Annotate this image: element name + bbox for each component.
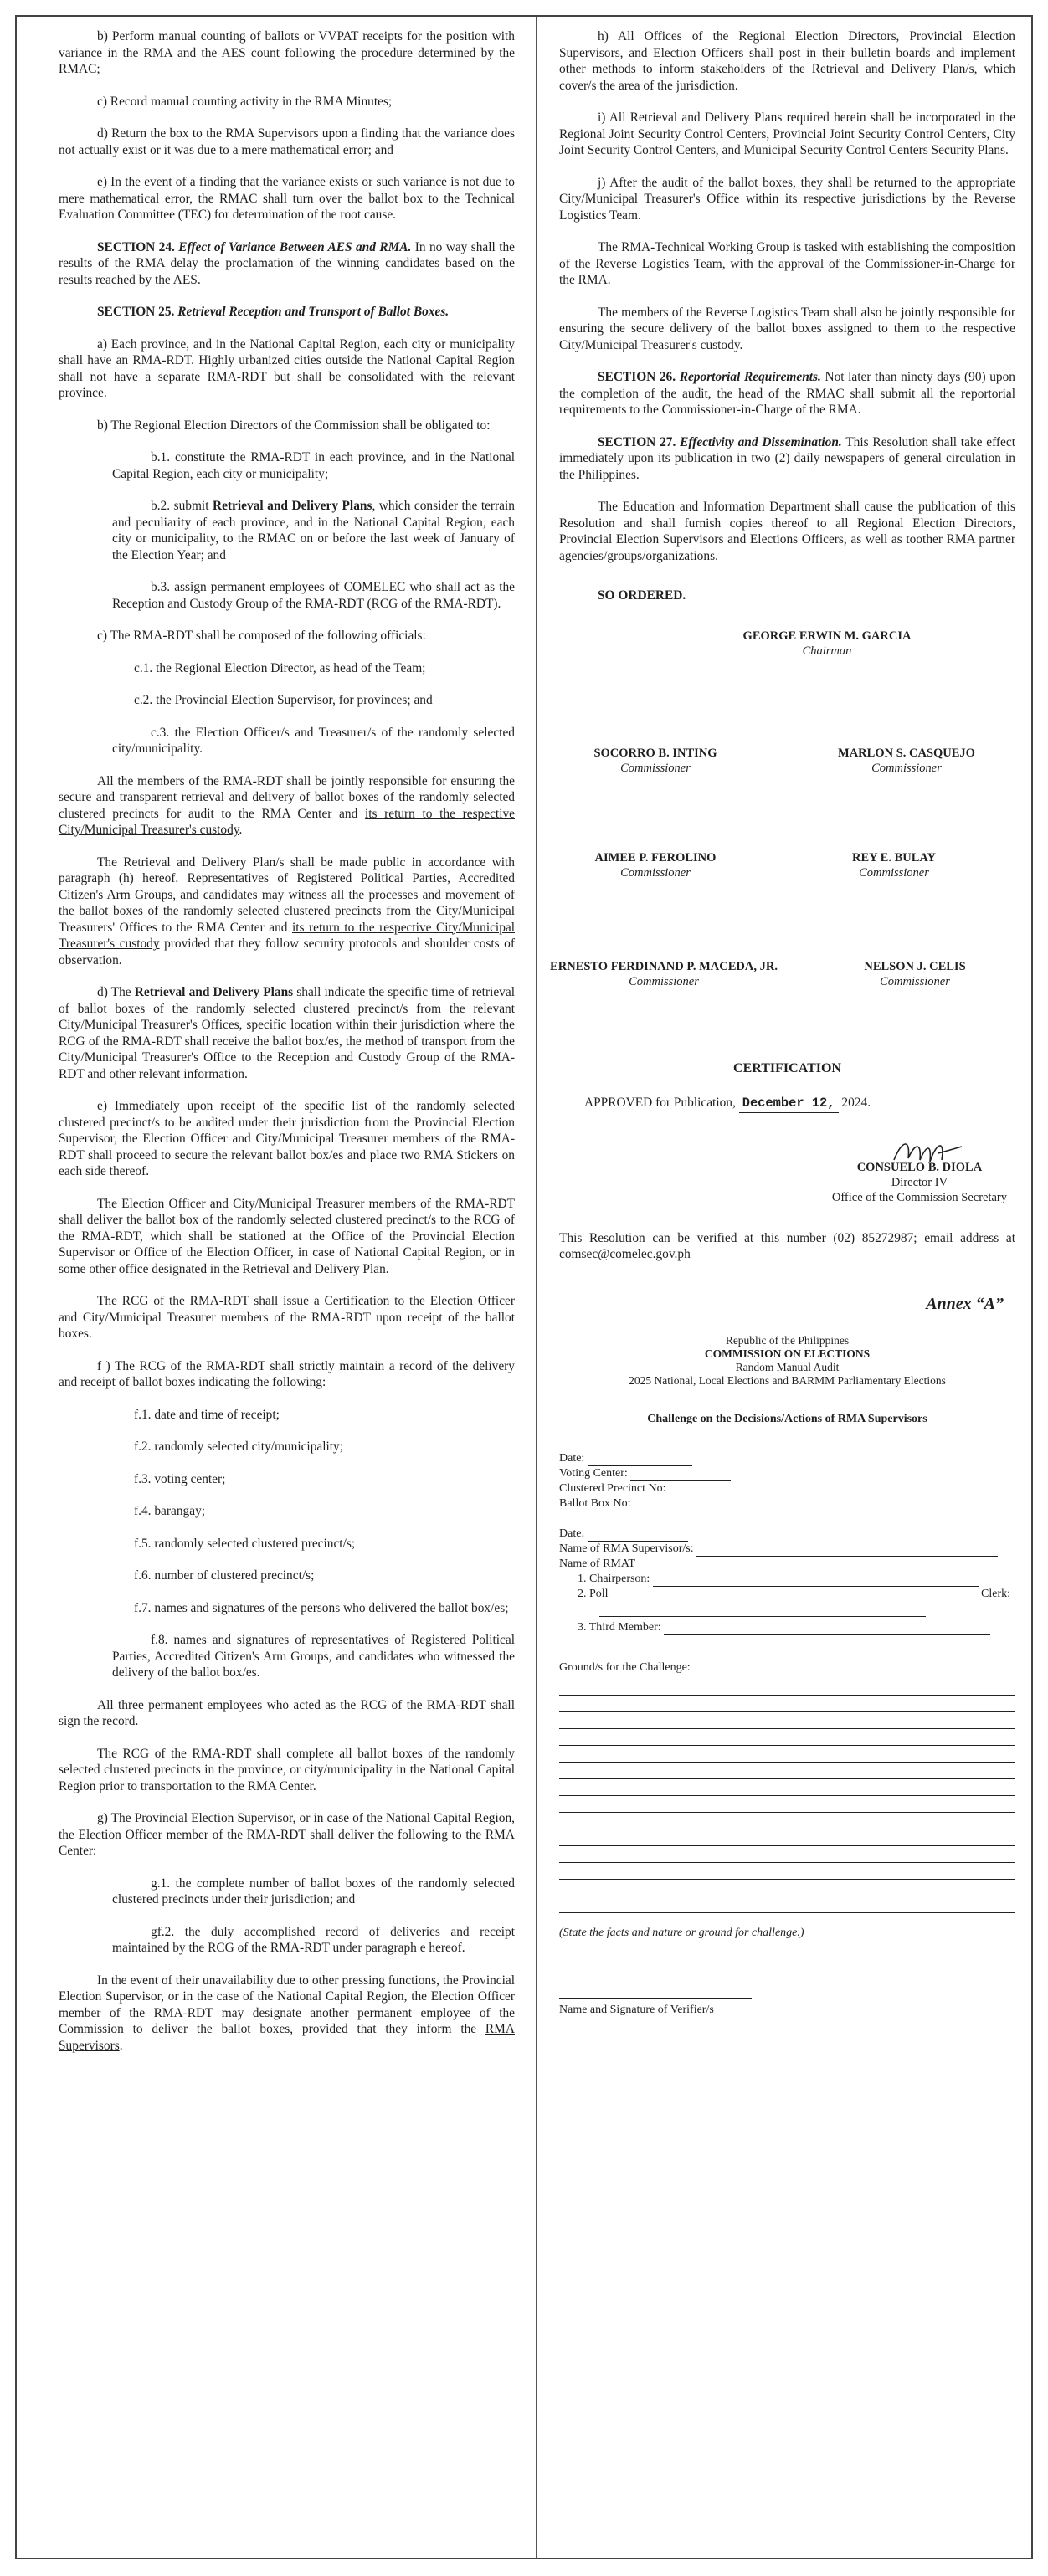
right-column [550,28,1015,2019]
comelec-line: COMMISSION ON ELECTIONS [704,1347,871,1360]
approved-line [559,1095,1015,1113]
item-b1: b.1. constitute the RMA-RDT in each province, and in the National Capital Region, each city or municipality; [112,450,515,481]
item-f8: f.8. names and signatures of representatives of Registered Political Parties, Accredited Citizen's Arm Groups, and candidates who witnessed the delivery of the ballot box/es. [112,1633,515,1680]
section-27-text: This Resolution shall take effect immediately upon its publication in two (2) daily newspapers of general circulation in the Philippines. [559,434,1015,482]
para-twg: The RMA-Technical Working Group is tasked with establishing the composition of the Reverse Logistics Team, with the approval of the Commissioner-in-Charge for the RMA. [559,240,1015,287]
field-third-member-line[interactable] [664,1623,990,1635]
signatory-title: Commissioner [620,761,691,775]
item-f6: f.6. number of clustered precinct/s; [134,1568,315,1583]
grounds-line[interactable] [559,1746,1015,1763]
field-rma-supervisor-label: Name of RMA Supervisor/s: [559,1542,694,1555]
approved-date: December 12, [739,1096,839,1113]
verifier-block [559,1986,1015,2019]
section-24 [59,239,515,289]
para-25a: a) Each province, and in the National Capital Region, each city or municipality shall have an RMA-RDT. Highly urbanized cities outside the National Capital Region shall not have a separate RMA-RDT but shall be consolidated with the relevant province. [59,336,515,400]
field-chairperson-label: 1. Chairperson: [578,1572,650,1585]
para-h: h) All Offices of the Regional Election Directors, Provincial Election Supervisors, and Election Officers shall post in their bulletin boards and implement other methods to inform stakeholders of the Retrieval and Delivery Plan/s, which cover/s the area of the jurisdiction. [559,29,1015,93]
form-header [559,1334,1015,1388]
para-25c: c) The RMA-RDT shall be composed of the following officials: [97,629,426,643]
signatory-title: Commissioner [880,974,950,988]
signatory-chairman [714,629,940,659]
signatory-name: MARLON S. CASQUEJO [838,746,975,760]
signatory-bulay [798,850,990,880]
item-g1: g.1. the complete number of ballot boxes of the randomly selected clustered precincts under their jurisdiction; and [112,1876,515,1906]
signatories [550,620,1015,1047]
verifier-label: Name and Signature of Verifier/s [559,2004,714,2016]
item-c1: c.1. the Regional Election Director, as head of the Team; [134,660,426,675]
para-rcg-cert: The RCG of the RMA-RDT shall issue a Certification to the Election Officer and City/Municipal Treasurer members of the RMA-RDT upon receipt of the ballot boxes. [59,1294,515,1341]
signatory-casquejo [810,746,1003,776]
grounds-line[interactable] [559,1779,1015,1796]
signatory-name: ERNESTO FERDINAND P. MACEDA, JR. [550,959,778,973]
field-chairperson-line[interactable] [653,1574,979,1587]
field-grounds-label: Ground/s for the Challenge: [559,1660,691,1674]
section-25-heading [59,304,515,321]
field-ballot-box-line[interactable] [634,1499,801,1511]
field-date-label: Date: [559,1451,585,1465]
para-rlt: The members of the Reverse Logistics Team shall also be jointly responsible for ensuring the secure delivery of the ballot boxes assigned to them to the respective City/Municipal Treasurer's custody. [559,305,1015,352]
unavail-underlined: RMA Supervisors [59,2022,515,2053]
section-27-title: Effectivity and Dissemination. [680,434,842,449]
field-date-2 [559,1527,1015,1542]
republic-line: Republic of the Philippines [725,1334,850,1347]
signatory-title: Chairman [802,644,852,658]
signatory-name: AIMEE P. FEROLINO [594,850,717,865]
para-complete: The RCG of the RMA-RDT shall complete all ballot boxes of the randomly selected clustered precincts in the province, or city/municipality in the National Capital Region prior to transportation to the RMA Center. [59,1746,515,1793]
secretary-block [559,1138,1015,1230]
d2-post: shall indicate the specific time of retrieval of ballot boxes of the randomly selected clustered precinct/s from the relevant City/Municipal Treasurer's Offices, specific location within their jurisdiction where the RCG of the RMA-RDT shall receive the ballot box/es, the method of transport from the City/Municipal Treasurer's Office to the Reception and Custody Group of the RMA-RDT and other relevant information. [59,985,515,1081]
para-b: b) Perform manual counting of ballots or VVPAT receipts for the position with variance in the RMA and the AES count following the procedure determined by the RMAC; [59,29,515,76]
para-i: i) All Retrieval and Delivery Plans required herein shall be incorporated in the Regional Joint Security Control Centers, Provincial Joint Security Control Centers, City Joint Security Control Centers, and Municipal Security Control Centers Security Plans. [559,110,1015,157]
field-poll-clerk-line-row [559,1602,1015,1617]
grounds-line[interactable] [559,1896,1015,1913]
signatory-title: Commissioner [859,865,929,880]
members-post: . [239,823,243,837]
grounds-line[interactable] [559,1729,1015,1746]
approved-year: 2024. [841,1096,871,1110]
field-voting-center-line[interactable] [630,1469,731,1481]
grounds-line[interactable] [559,1846,1015,1863]
item-b3: b.3. assign permanent employees of COMELEC who shall act as the Reception and Custody Group of the RMA-RDT (RCG of the RMA-RDT). [112,580,515,611]
section-24-text: In no way shall the results of the RMA delay the proclamation of the winning candidates based on the results reached by the AES. [59,239,515,287]
secretary-title-2: Office of the Commission Secretary [831,1190,1007,1204]
item-f5: f.5. randomly selected clustered precinct/s; [134,1536,356,1551]
verifier-signature-line[interactable] [559,1986,752,1999]
para-members [59,773,515,839]
verification-note: This Resolution can be verified at this number (02) 85272987; email address at comsec@comelec.gov.ph [559,1230,1015,1261]
signatory-ferolino [559,850,752,880]
grounds-caption: (State the facts and nature or ground for challenge.) [559,1926,804,1939]
section-24-label: SECTION 24. [97,239,175,254]
grounds-line[interactable] [559,1696,1015,1712]
secretary-name: CONSUELO B. DIOLA [856,1160,983,1174]
signatory-name: REY E. BULAY [851,850,937,865]
field-chairperson [559,1572,1015,1587]
para-c: c) Record manual counting activity in the RMA Minutes; [97,94,393,109]
para-unavailability [59,1973,515,2055]
item-f4: f.4. barangay; [134,1504,206,1518]
members-pre: All the members of the RMA-RDT shall be jointly responsible for ensuring the secure and transparent retrieval and delivery of ballot boxes of the randomly selected clustered precincts for audit to the RMA Center and [59,773,515,821]
field-ballot-box [559,1496,1015,1511]
d2-pre: d) The [97,985,135,999]
field-date-2-label: Date: [559,1527,585,1540]
form-title: Challenge on the Decisions/Actions of RMA Supervisors [647,1413,927,1425]
signatory-name: GEORGE ERWIN M. GARCIA [742,629,912,643]
field-clustered-precinct-label: Clustered Precinct No: [559,1481,666,1495]
unavail-pre: In the event of their unavailability due to other pressing functions, the Provincial Election Supervisor, or in the case of the National Capital Region, the Election Officer member of the RMA-RDT may designate another permanent employee of the Commission to deliver the ballot boxes, provided that they inform the [59,1973,515,2036]
plan-public-underlined: its return to the respective City/Municipal Treasurer's custody [59,920,516,951]
para-eid: The Education and Information Department shall cause the publication of this Resolution and shall furnish copies thereof to all Regional Election Directors, Provincial Election Supervisors and Elections Officers, as well as toother RMA partner agencies/groups/organizations. [559,500,1015,563]
elections-line: 2025 National, Local Elections and BARMM Parliamentary Elections [629,1374,946,1387]
signatory-celis [819,959,1011,989]
item-f3: f.3. voting center; [134,1471,226,1486]
item-c2: c.2. the Provincial Election Supervisor, for provinces; and [134,693,433,707]
item-b2-bold: Retrieval and Delivery Plans [212,499,372,513]
item-f7: f.7. names and signatures of the persons who delivered the ballot box/es; [134,1600,509,1615]
so-ordered: SO ORDERED. [598,588,686,603]
secretary-info [832,1160,1007,1205]
para-d2 [59,984,515,1082]
section-27 [559,434,1015,484]
item-f2: f.2. randomly selected city/municipality; [134,1439,344,1454]
para-e2: e) Immediately upon receipt of the specific list of the randomly selected clustered precinct/s to be audited under their jurisdiction from the Provincial Election Supervisor, the Election Officer and City/Municipal Treasurer members of the RMA-RDT shall proceed to secure the relevant ballot box/es and place two RMA Stickers on each side thereof. [59,1099,515,1178]
field-date-2-line[interactable] [588,1529,688,1542]
field-poll-label: 2. Poll [578,1587,609,1600]
field-date [559,1451,1015,1466]
para-e: e) In the event of a finding that the variance exists or such variance is not due to mere mathematical error, the RMAC shall turn over the ballot box to the Technical Evaluation Committee (TEC) for determination of the root cause. [59,175,515,222]
left-column [59,28,515,2070]
signatory-name: SOCORRO B. INTING [593,746,717,760]
field-name-rmat: Name of RMAT [559,1557,635,1570]
grounds-line[interactable] [559,1880,1015,1896]
grounds-line[interactable] [559,1796,1015,1813]
para-j: j) After the audit of the ballot boxes, they shall be returned to the appropriate City/Municipal Treasurer's Office within its respective jurisdictions by the Reverse Logistics Team. [559,175,1015,223]
item-g2: gf.2. the duly accomplished record of deliveries and receipt maintained by the RCG of the RMA-RDT under paragraph e hereof. [112,1924,515,1955]
para-d: d) Return the box to the RMA Supervisors upon a finding that the variance does not actually exist or it was due to a mere mathematical error; and [59,126,515,157]
para-plan-public [59,854,515,969]
grounds-line[interactable] [559,1813,1015,1829]
section-24-title: Effect of Variance Between AES and RMA. [178,239,412,254]
field-rma-supervisor [559,1542,1015,1557]
field-clustered-precinct-line[interactable] [669,1484,836,1496]
item-c3: c.3. the Election Officer/s and Treasurer/s of the randomly selected city/municipality. [112,725,515,756]
certification-title: CERTIFICATION [733,1060,841,1075]
field-clerk-label: Clerk: [981,1587,1010,1600]
document-page [15,15,1033,2559]
para-25b: b) The Regional Election Directors of the Commission shall be obligated to: [97,418,491,433]
field-date-line[interactable] [588,1454,692,1466]
field-clustered-precinct [559,1481,1015,1496]
para-f: f ) The RCG of the RMA-RDT shall strictly maintain a record of the delivery and receipt of ballot boxes indicating the following: [59,1358,515,1389]
plan-public-post: provided that they follow security protocols and shoulder costs of observation. [59,936,515,967]
field-voting-center [559,1466,1015,1481]
annex-title: Annex “A” [926,1294,1004,1313]
section-26 [559,369,1015,418]
signatory-title: Commissioner [871,761,942,775]
d2-bold: Retrieval and Delivery Plans [134,985,294,999]
field-third-member-label: 3. Third Member: [578,1620,661,1634]
field-ballot-box-label: Ballot Box No: [559,1496,631,1510]
signatory-title: Commissioner [629,974,699,988]
grounds-line[interactable] [559,1763,1015,1779]
signatory-inting [559,746,752,776]
field-poll-clerk [559,1587,1015,1602]
field-poll-clerk-line[interactable] [599,1604,926,1617]
field-third-member [559,1620,1015,1635]
section-27-label: SECTION 27. [598,434,676,449]
field-voting-center-label: Voting Center: [559,1466,628,1480]
grounds-line[interactable] [559,1679,1015,1696]
secretary-title-1: Director IV [891,1175,948,1189]
section-26-text: Not later than ninety days (90) upon the completion of the audit, the head of the RMAC shall submit all the reportorial requirements to the Commissioner-in-Charge of the RMA. [559,370,1015,417]
members-underlined: its return to the respective City/Municipal Treasurer's custody [59,806,515,837]
unavail-post: . [119,2038,123,2053]
grounds-lines[interactable] [559,1679,1015,1913]
signatory-name: NELSON J. CELIS [864,959,966,973]
field-rma-supervisor-line[interactable] [696,1544,998,1557]
grounds-line[interactable] [559,1863,1015,1880]
item-b2-pre: b.2. submit [151,499,213,513]
approved-label: APPROVED for Publication, [584,1096,736,1110]
plan-public-pre: The Retrieval and Delivery Plan/s shall be made public in accordance with paragraph (h) hereof. Representatives of Registered Political Parties, Accredited Citizen's Arm Groups, and candidates may witness all the processes and movement of the ballot boxes of the randomly selected clustered precincts from the City/Municipal Treasurers' Offices to the RMA Center and [59,854,515,935]
section-25-title: Retrieval Reception and Transport of Ballot Boxes. [177,305,450,319]
column-divider [536,17,537,2558]
signatory-maceda [542,959,785,989]
grounds-line[interactable] [559,1712,1015,1729]
section-26-title: Reportorial Requirements. [679,370,821,384]
para-deliver: The Election Officer and City/Municipal Treasurer members of the RMA-RDT shall deliver the ballot box of the randomly selected clustered precinct/s to the RCG of the RMA-RDT, which shall be stationed at the Office of the Provincial Election Supervisor or Office of the Election Officer, in case of National Capital Region, or in some other office designated in the Retrieval and Delivery Plan. [59,1196,515,1276]
rma-line: Random Manual Audit [735,1361,840,1373]
item-b2-post: , which consider the terrain and peculiarity of each province, and in the National Capital Region, each city or municipality, to the RMAC on or before the last week of January of the Election Year; and [112,499,515,562]
grounds-line[interactable] [559,1829,1015,1846]
item-b2 [59,498,515,563]
section-25-label: SECTION 25. [97,305,175,319]
para-g: g) The Provincial Election Supervisor, or in case of the National Capital Region, the Election Officer member of the RMA-RDT shall deliver the following to the RMA Center: [59,1811,515,1858]
para-three-perm: All three permanent employees who acted as the RCG of the RMA-RDT shall sign the record. [59,1697,515,1728]
signatory-title: Commissioner [620,865,691,880]
section-26-label: SECTION 26. [598,370,676,384]
item-f1: f.1. date and time of receipt; [134,1407,280,1422]
